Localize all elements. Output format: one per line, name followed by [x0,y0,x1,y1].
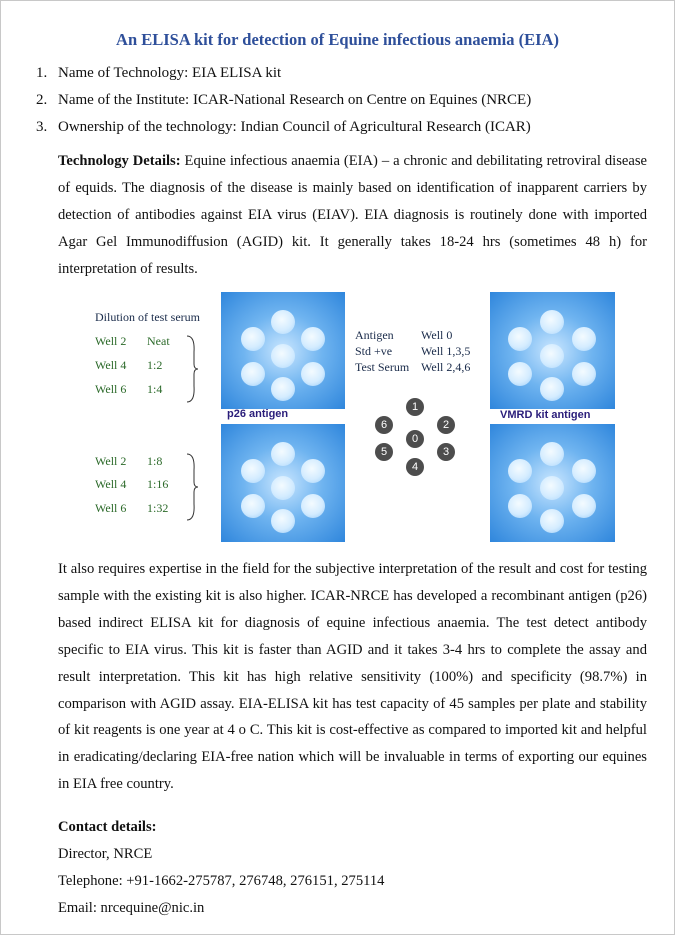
dilution-well: Well 4 [95,358,127,372]
contact-email: Email: nrcequine@nic.in [58,900,205,916]
dilution-well: Well 2 [95,454,127,468]
description-paragraph: It also requires expertise in the field for the subjective interpretation of the result and cost for testing sample with the existing kit is also higher. ICAR-NRCE has developed a recombinant antigen (p26) based indirect ELISA kit for diagnosis of equine infectious anaemia. The test detect antibody specific to EIA virus. This kit is faster than AGID and it takes 3-4 hrs to complete the assay and result interpretation. This kit has high relative sensitivity (100%) and specificity (98.7%) in comparison with AGID assay. EIA-ELISA kit has test capacity of 45 samples per plate and stability of kit reagents is one year at 4 o C. This kit is cost-effective as compared to imported kit and helpful in eradicating/declaring EIA-free nation which will be invaluable in terms of exporting our equines in EIA free country. [58,561,647,793]
list-text: Name of the Institute: ICAR-National Research on Centre on Equines (NRCE) [58,92,532,108]
legend-wells: Well 2,4,6 [421,360,471,374]
list-item [36,87,531,114]
vmrd-antigen-label: VMRD kit antigen [500,409,591,421]
dilution-well: Well 2 [95,334,127,348]
list-text: Name of Technology: EIA ELISA kit [58,65,282,81]
dilution-value: 1:16 [147,477,169,491]
list-number: 1. [36,65,48,81]
list-item [36,60,531,87]
info-list [36,60,531,141]
vmrd-gel-image-bottom [490,424,615,542]
technology-details [58,148,647,283]
dilution-well: Well 6 [95,382,127,396]
technology-details-label: Technology Details: [58,153,181,169]
agid-figure [90,292,615,545]
well-number-5: 5 [375,443,393,461]
contact-phone: Telephone: +91-1662-275787, 276748, 276151, 275114 [58,873,385,889]
list-number: 3. [36,119,48,135]
dilution-well: Well 6 [95,501,127,515]
dilution-value: Neat [147,334,170,348]
dilution-value: 1:32 [147,501,169,515]
legend-name: Std +ve [355,344,393,358]
contact-details [58,814,384,922]
list-number: 2. [36,92,48,108]
legend-name: Antigen [355,328,394,342]
list-item [36,114,531,141]
dilution-value: 1:8 [147,454,163,468]
dilution-value: 1:2 [147,358,163,372]
technology-details-text: Equine infectious anaemia (EIA) – a chronic and debilitating retroviral disease of equids. The diagnosis of the disease is mainly based on identification of inapparent carriers by detection of antibodies against EIA virus (EIAV). EIA diagnosis is routinely done with imported Agar Gel Immunodiffusion (AGID) kit. It generally takes 18-24 hrs (sometimes 48 h) for interpretation of results. [58,153,647,277]
well-number-4: 4 [406,458,424,476]
bracket-icon [185,452,199,522]
dilution-heading: Dilution of test serum [95,310,200,324]
p26-gel-image-bottom [221,424,345,542]
dilution-well: Well 4 [95,477,127,491]
list-text: Ownership of the technology: Indian Council of Agricultural Research (ICAR) [58,119,531,135]
p26-antigen-label: p26 antigen [227,408,289,420]
dilution-value: 1:4 [147,382,163,396]
bracket-icon [185,334,199,404]
well-number-3: 3 [437,443,455,461]
page-title: An ELISA kit for detection of Equine infectious anaemia (EIA) [116,30,559,49]
contact-heading: Contact details: [58,819,157,835]
legend-name: Test Serum [355,360,410,374]
legend-wells: Well 0 [421,328,453,342]
vmrd-gel-image-top [490,292,615,409]
well-number-1: 1 [406,398,424,416]
legend-wells: Well 1,3,5 [421,344,471,358]
well-number-0: 0 [406,430,424,448]
well-number-2: 2 [437,416,455,434]
p26-gel-image-top [221,292,345,409]
contact-name: Director, NRCE [58,846,153,862]
well-number-6: 6 [375,416,393,434]
